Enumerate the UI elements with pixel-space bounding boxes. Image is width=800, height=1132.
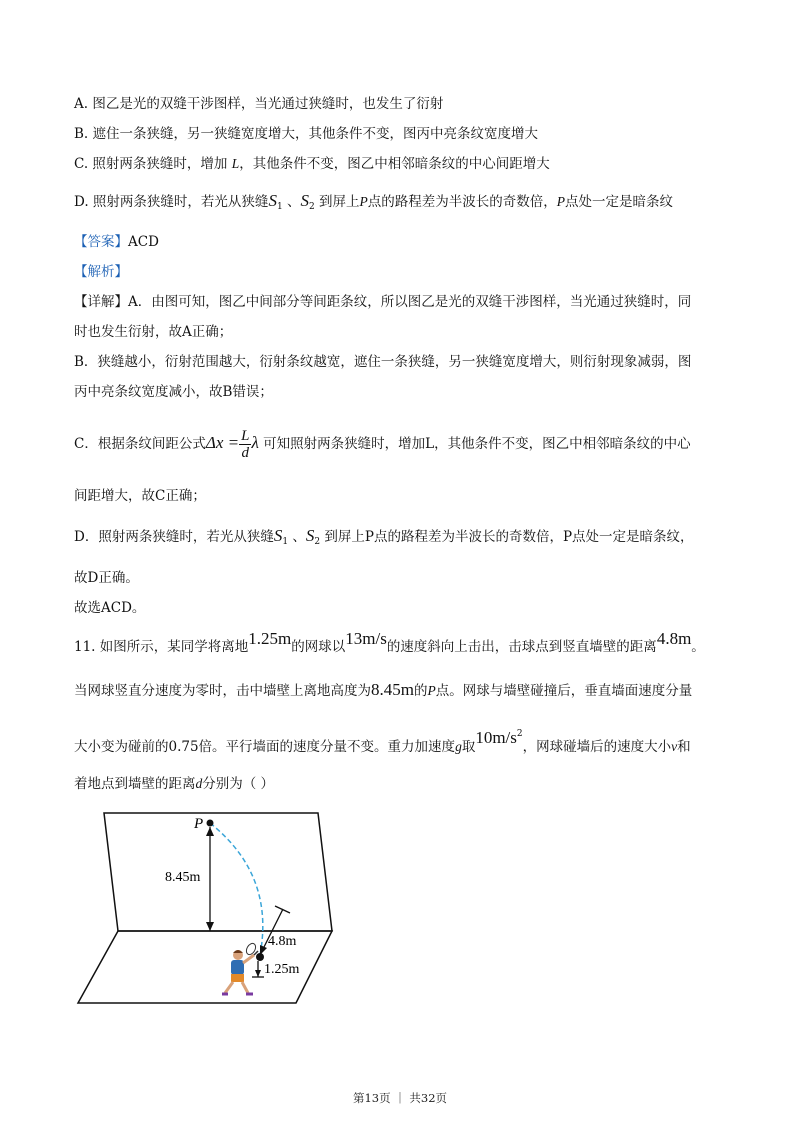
- ball-trajectory: [210, 823, 263, 955]
- detail-line-6: 间距增大，故C正确；: [74, 488, 206, 504]
- point-p: [207, 820, 214, 827]
- q11-line-2: 当网球竖直分速度为零时，击中墙壁上离地高度为8.45m的P点。网球与墙壁碰撞后，垂直墙面速度分量: [74, 680, 693, 699]
- label-125: 1.25m: [264, 962, 300, 977]
- q11-line-4: 着地点到墙壁的距离d分别为（ ）: [74, 776, 275, 792]
- tennis-ball: [256, 953, 264, 961]
- answer: 【答案】ACD: [74, 234, 159, 250]
- option-d: D. 照射两条狭缝时，若光从狭缝$S_1$ 、$S_2$ 到屏上P点的路程差为半波长的奇数倍，P点处一定是暗条纹: [74, 191, 673, 212]
- label-p: P: [194, 816, 204, 832]
- label-48: 4.8m: [268, 934, 297, 949]
- page-footer: 第13页 ｜ 共32页: [352, 1091, 448, 1105]
- detail-line-1: 【详解】A．由图可知，图乙中间部分等间距条纹，所以图乙是光的双缝干涉图样，当光通过狭缝时，同: [74, 294, 692, 310]
- tennis-wall-figure: [70, 805, 350, 1010]
- analysis-label: 【解析】: [74, 264, 128, 280]
- detail-line-3: B．狭缝越小，衍射范围越大，衍射条纹越宽，遮住一条狭缝，另一狭缝宽度增大，则衍射现象减弱，图: [74, 354, 692, 370]
- detail-line-5: C．根据条纹间距公式Δx = $\frac{L}{d}$ λ 可知照射两条狭缝时，增加L，其他条件不变，图乙中相邻暗条纹的中心: [74, 428, 691, 461]
- option-c: C. 照射两条狭缝时，增加 L，其他条件不变，图乙中相邻暗条纹的中心间距增大: [74, 156, 550, 172]
- formula-fraction: $\frac{L}{d}$: [241, 428, 250, 461]
- option-b: B. 遮住一条狭缝，另一狭缝宽度增大，其他条件不变，图丙中亮条纹宽度增大: [74, 126, 539, 142]
- detail-line-8: 故D正确。: [74, 570, 139, 586]
- detail-line-9: 故选ACD。: [74, 600, 146, 616]
- detail-line-4: 丙中亮条纹宽度减小，故B错误；: [74, 384, 273, 400]
- option-a: A. 图乙是光的双缝干涉图样，当光通过狭缝时，也发生了衍射: [74, 96, 444, 112]
- q11-line-3: 大小变为碰前的0.75倍。平行墙面的速度分量不变。重力加速度g取$10m/s^2$，网球碰墙后的速度大小v和: [74, 728, 691, 755]
- detail-line-7: D．照射两条狭缝时，若光从狭缝$S_1$ 、$S_2$ 到屏上P点的路程差为半波长的奇数倍，P点处一定是暗条纹，: [74, 526, 694, 547]
- q11-line-1: 11. 如图所示，某同学将离地1.25m的网球以13m/s的速度斜向上击出，击球点到竖直墙壁的距离4.8m。: [74, 629, 705, 655]
- detail-line-2: 时也发生衍射，故A正确；: [74, 324, 233, 340]
- label-845: 8.45m: [165, 870, 201, 885]
- player-icon: [222, 942, 258, 994]
